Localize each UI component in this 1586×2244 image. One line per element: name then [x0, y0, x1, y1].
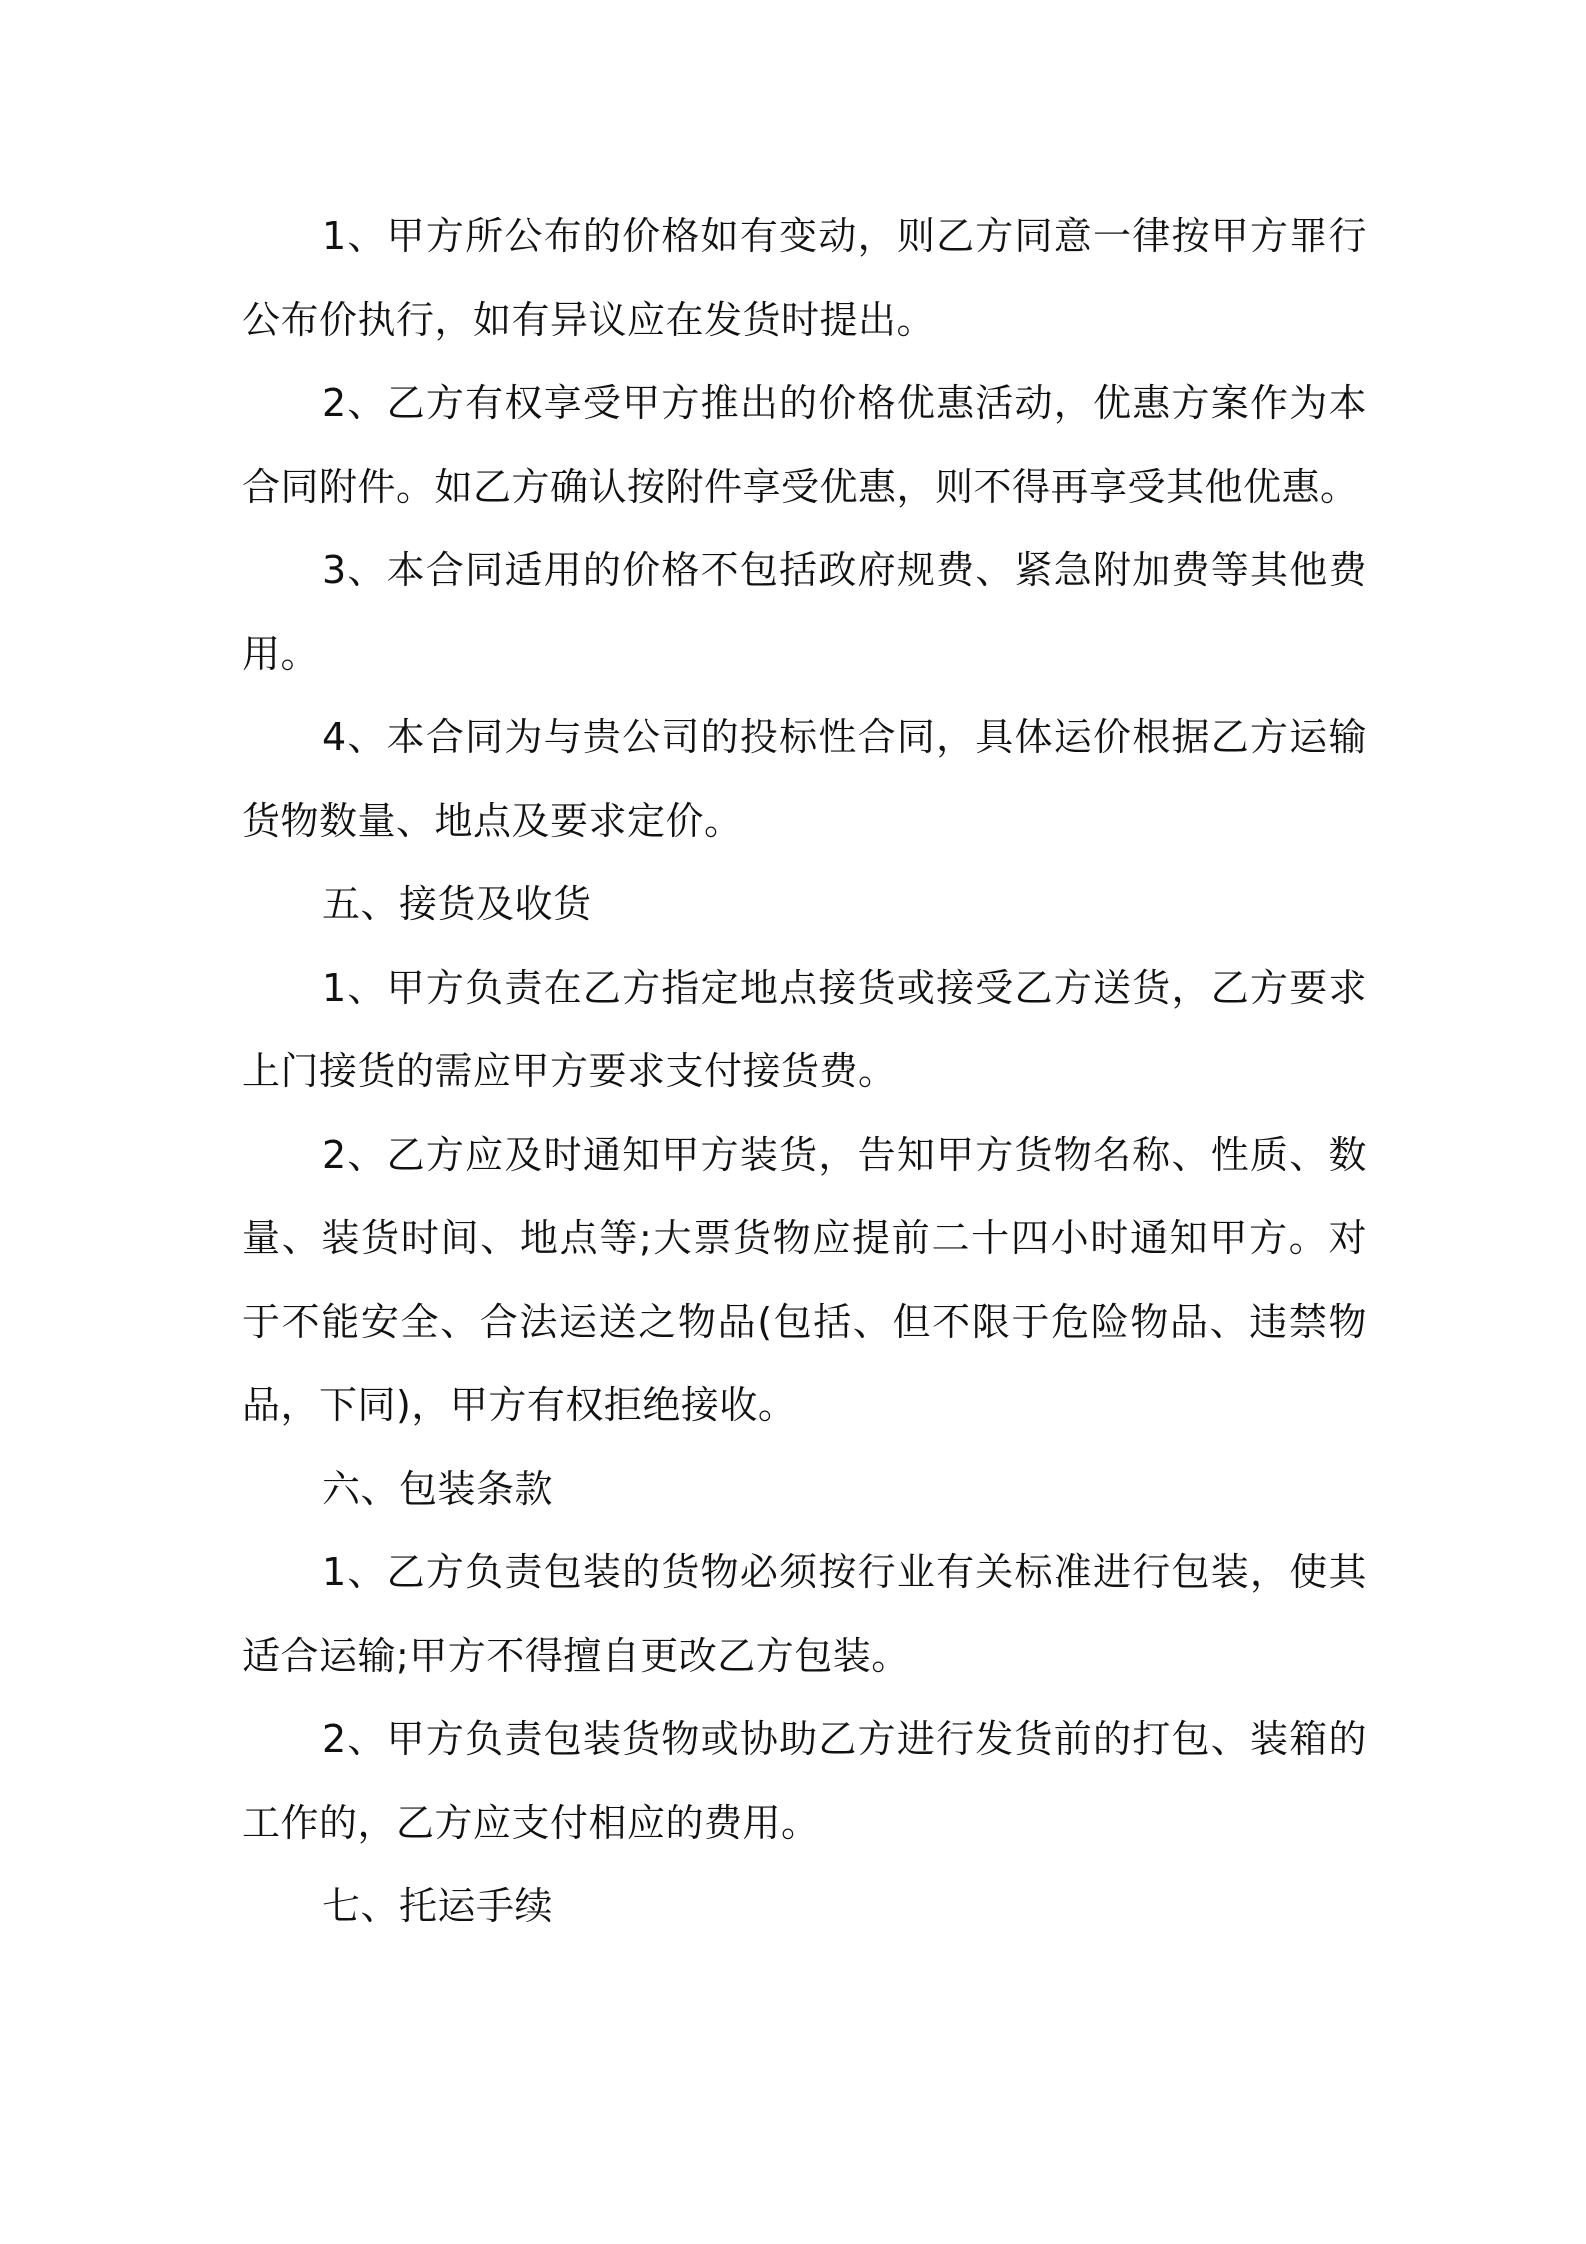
section-heading-6: 六、包装条款: [322, 1466, 554, 1511]
section-heading-5: 五、接货及收货: [322, 882, 592, 926]
clause-6-1: 1、乙方负责包装的货物必须按行业有关标准进行包装，使其适合运输;甲方不得擅自更改乙方包装。: [242, 1550, 1367, 1678]
clause-4-3: 3、本合同适用的价格不包括政府规费、紧急附加费等其他费用。: [242, 548, 1367, 676]
document-body: [242, 195, 1367, 1949]
clause-5-2: 2、乙方应及时通知甲方装货，告知甲方货物名称、性质、数量、装货时间、地点等;大票货物应提前二十四小时通知甲方。对于不能安全、合法运送之物品(包括、但不限于危险物品、违禁物品，下同)，甲方有权拒绝接收。: [242, 1132, 1367, 1427]
clause-4-2: 2、乙方有权享受甲方推出的价格优惠活动，优惠方案作为本合同附件。如乙方确认按附件享受优惠，则不得再享受其他优惠。: [242, 381, 1367, 509]
clause-4-1: 1、甲方所公布的价格如有变动，则乙方同意一律按甲方罪行公布价执行，如有异议应在发货时提出。: [242, 214, 1367, 342]
clause-4-4: 4、本合同为与贵公司的投标性合同，具体运价根据乙方运输货物数量、地点及要求定价。: [242, 715, 1367, 843]
clause-5-1: 1、甲方负责在乙方指定地点接货或接受乙方送货，乙方要求上门接货的需应甲方要求支付接货费。: [242, 965, 1367, 1093]
section-heading-7: 七、托运手续: [322, 1884, 554, 1928]
clause-6-2: 2、甲方负责包装货物或协助乙方进行发货前的打包、装箱的工作的，乙方应支付相应的费用。: [242, 1717, 1367, 1845]
